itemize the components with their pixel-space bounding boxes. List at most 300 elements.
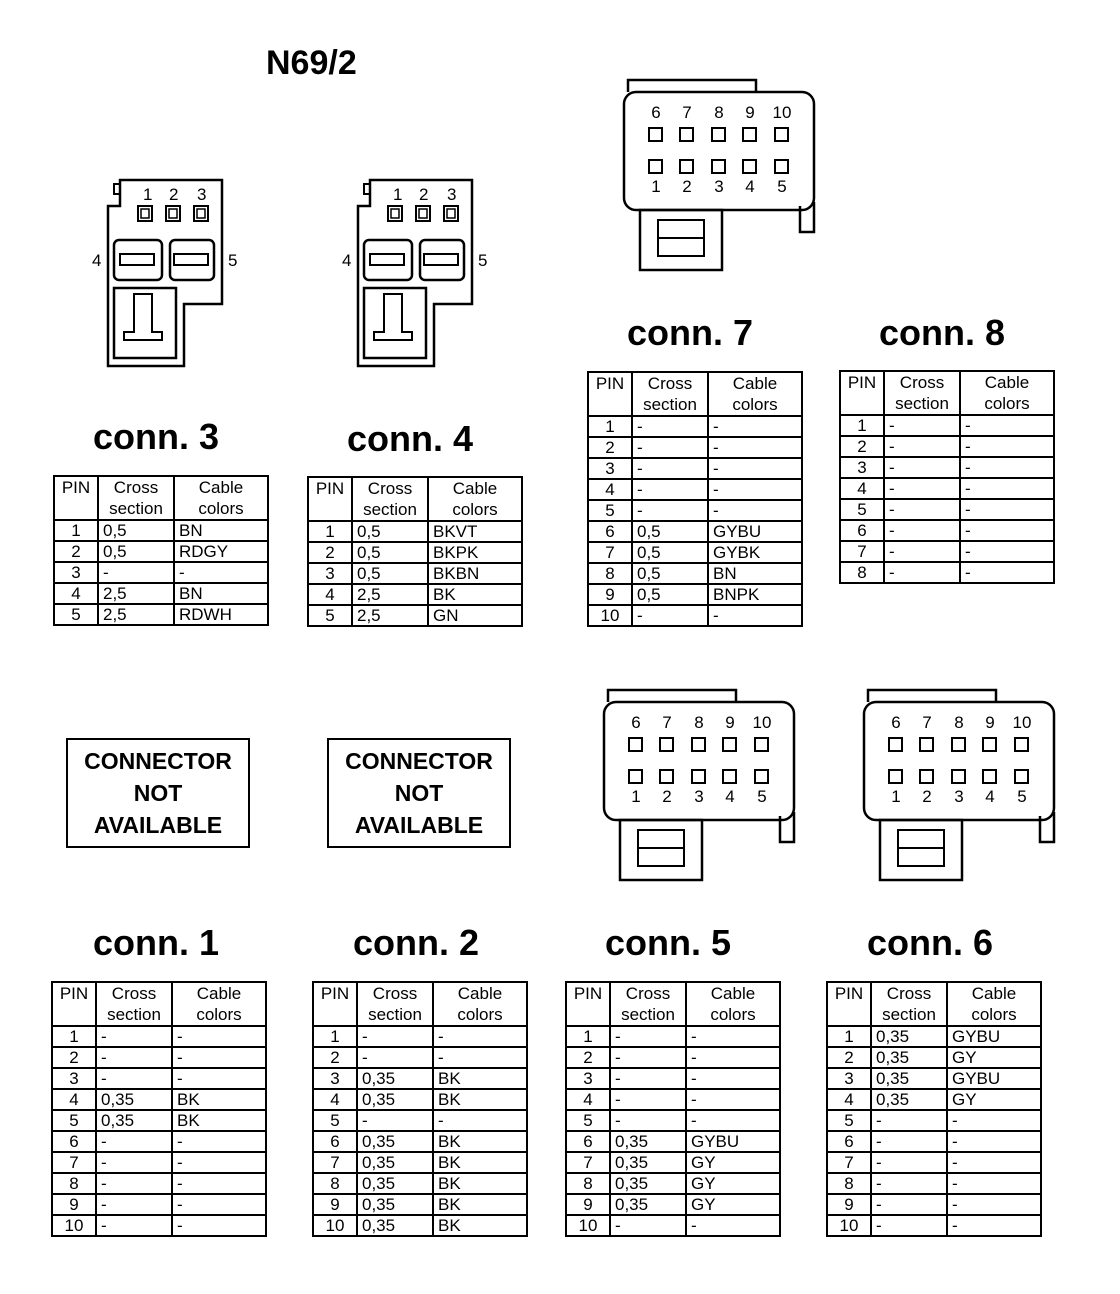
table-row	[827, 1152, 1041, 1173]
pin-number-cell: 5	[840, 499, 884, 520]
cable-color-cell: -	[686, 1089, 780, 1110]
conn-7-pin-table	[587, 371, 803, 627]
pin-socket	[889, 770, 902, 783]
pin-number-cell: 3	[840, 457, 884, 478]
cable-color-cell: BKVT	[428, 521, 522, 542]
na-line: CONNECTOR	[345, 748, 493, 774]
cross-section-cell: 0,5	[352, 563, 428, 584]
cross-section-cell: 0,5	[632, 521, 708, 542]
table-row	[313, 1131, 527, 1152]
cable-color-cell: GY	[686, 1152, 780, 1173]
pin-socket	[952, 738, 965, 751]
pin-label: 7	[682, 103, 692, 122]
cable-colors-header	[708, 372, 802, 416]
cable-colors-header	[686, 982, 780, 1026]
table-row	[313, 1194, 527, 1215]
cable-color-cell: -	[708, 437, 802, 458]
table-row	[588, 521, 802, 542]
cross-section-cell: 2,5	[98, 604, 174, 625]
conn-3-pin-table	[53, 475, 269, 626]
pin-number-cell: 1	[54, 520, 98, 541]
table-row	[840, 415, 1054, 436]
pin-socket	[952, 770, 965, 783]
connector-5-drawing	[600, 686, 800, 886]
table-row	[840, 562, 1054, 583]
pin-label: 4	[92, 251, 102, 270]
table-row	[566, 1047, 780, 1068]
na-line: AVAILABLE	[93, 812, 223, 838]
cable-color-cell: RDWH	[174, 604, 268, 625]
pin-number-cell: 2	[313, 1047, 357, 1068]
pin-number-cell: 3	[52, 1068, 96, 1089]
pin-label: 2	[169, 185, 179, 204]
header-line: colors	[452, 500, 498, 519]
table-row	[588, 584, 802, 605]
cable-colors-header	[428, 477, 522, 521]
na-line: AVAILABLE	[354, 812, 484, 838]
cross-section-cell: 0,5	[632, 542, 708, 563]
table-row	[840, 457, 1054, 478]
pin-socket	[920, 770, 933, 783]
table-row	[840, 541, 1054, 562]
cross-section-cell: -	[610, 1026, 686, 1047]
table-row	[827, 1068, 1041, 1089]
na-line: NOT	[133, 780, 183, 806]
table-row	[308, 521, 522, 542]
header-line: section	[882, 1005, 936, 1024]
connector-6-drawing	[860, 686, 1060, 886]
pin-label: 3	[714, 177, 724, 196]
conn-5-pin-table	[565, 981, 781, 1237]
pin-label: 7	[922, 713, 932, 732]
header-line: Cross	[886, 984, 932, 1003]
table-row	[52, 1068, 266, 1089]
pin-socket	[680, 160, 693, 173]
cable-color-cell: BKPK	[428, 542, 522, 563]
pin-label: 2	[682, 177, 692, 196]
cable-color-cell: -	[172, 1152, 266, 1173]
cross-section-header	[632, 372, 708, 416]
cross-section-cell: -	[871, 1173, 947, 1194]
header-line: Cable	[457, 984, 503, 1003]
cross-section-cell: -	[96, 1173, 172, 1194]
table-header-row	[308, 477, 522, 521]
pin-label: 5	[478, 251, 488, 270]
cable-color-cell: -	[686, 1068, 780, 1089]
pin-number-cell: 3	[308, 563, 352, 584]
table-row	[313, 1068, 527, 1089]
table-header-row	[313, 982, 527, 1026]
header-line: colors	[710, 1005, 756, 1024]
header-line: Cross	[372, 984, 418, 1003]
cross-section-cell: 0,35	[357, 1131, 433, 1152]
cable-color-cell: GYBU	[686, 1131, 780, 1152]
pin-number-cell: 1	[566, 1026, 610, 1047]
pin-number-cell: 1	[827, 1026, 871, 1047]
pin-number-cell: 10	[827, 1215, 871, 1236]
cable-color-cell: -	[960, 478, 1054, 499]
cross-section-cell: 0,35	[610, 1131, 686, 1152]
pin-number-cell: 6	[588, 521, 632, 542]
page-title: N69/2	[266, 44, 357, 82]
pin-number-cell: 10	[566, 1215, 610, 1236]
cable-color-cell: GY	[686, 1194, 780, 1215]
cross-section-cell: 0,5	[632, 563, 708, 584]
header-line: Cable	[198, 478, 244, 497]
cable-color-cell: GYBU	[947, 1026, 1041, 1047]
cross-section-cell: -	[610, 1215, 686, 1236]
cable-color-cell: -	[947, 1152, 1041, 1173]
table-row	[52, 1110, 266, 1131]
pin-socket	[629, 770, 642, 783]
cable-color-cell: GY	[947, 1047, 1041, 1068]
pin-label: 1	[393, 185, 403, 204]
cross-section-cell: 0,5	[352, 542, 428, 563]
pin-label: 1	[651, 177, 661, 196]
cross-section-cell: -	[871, 1152, 947, 1173]
cable-color-cell: BN	[708, 563, 802, 584]
pin-number-cell: 8	[827, 1173, 871, 1194]
pin-header: PIN	[566, 982, 610, 1026]
pin-number-cell: 4	[566, 1089, 610, 1110]
pin-label: 4	[745, 177, 755, 196]
header-line: section	[363, 500, 417, 519]
table-row	[566, 1068, 780, 1089]
pin-number-cell: 4	[308, 584, 352, 605]
cross-section-cell: 0,5	[352, 521, 428, 542]
pin-number-cell: 5	[308, 605, 352, 626]
table-row	[827, 1047, 1041, 1068]
table-row	[308, 584, 522, 605]
pin-number-cell: 3	[566, 1068, 610, 1089]
pin-number-cell: 1	[840, 415, 884, 436]
pin-number-cell: 5	[588, 500, 632, 521]
pin-label: 6	[651, 103, 661, 122]
cable-color-cell: BK	[428, 584, 522, 605]
cable-color-cell: BN	[174, 583, 268, 604]
table-row	[313, 1110, 527, 1131]
table-row	[588, 605, 802, 626]
cross-section-cell: -	[610, 1068, 686, 1089]
cable-color-cell: GYBU	[947, 1068, 1041, 1089]
table-row	[308, 605, 522, 626]
header-line: section	[107, 1005, 161, 1024]
cable-color-cell: -	[960, 499, 1054, 520]
pin-number-cell: 1	[308, 521, 352, 542]
pin-number-cell: 4	[52, 1089, 96, 1110]
pin-number-cell: 2	[308, 542, 352, 563]
pin-number-cell: 6	[52, 1131, 96, 1152]
pin-label: 6	[891, 713, 901, 732]
cable-color-cell: -	[172, 1026, 266, 1047]
conn-4-title: conn. 4	[346, 418, 474, 459]
header-line: Cable	[732, 374, 778, 393]
cross-section-cell: -	[871, 1215, 947, 1236]
cross-section-cell: -	[632, 479, 708, 500]
cable-color-cell: -	[172, 1194, 266, 1215]
cross-section-cell: -	[357, 1026, 433, 1047]
table-row	[52, 1089, 266, 1110]
header-line: Cable	[984, 373, 1030, 392]
pin-label: 7	[662, 713, 672, 732]
cable-color-cell: BK	[433, 1068, 527, 1089]
pin-socket	[692, 770, 705, 783]
pin-label: 3	[694, 787, 704, 806]
cable-colors-header	[433, 982, 527, 1026]
pin-socket	[755, 738, 768, 751]
header-line: colors	[984, 394, 1030, 413]
cable-color-cell: BN	[174, 520, 268, 541]
cable-color-cell: -	[960, 541, 1054, 562]
cross-section-cell: -	[632, 458, 708, 479]
pin-number-cell: 7	[827, 1152, 871, 1173]
pin-label: 3	[447, 185, 457, 204]
pin-number-cell: 8	[840, 562, 884, 583]
header-line: section	[109, 499, 163, 518]
cross-section-cell: -	[610, 1110, 686, 1131]
table-row	[566, 1194, 780, 1215]
cable-color-cell: BK	[433, 1194, 527, 1215]
cross-section-cell: -	[884, 541, 960, 562]
pin-socket	[755, 770, 768, 783]
conn-4-pin-table	[307, 476, 523, 627]
header-line: section	[621, 1005, 675, 1024]
cross-section-cell: -	[357, 1110, 433, 1131]
table-row	[827, 1089, 1041, 1110]
cross-section-cell: -	[96, 1194, 172, 1215]
pin-label: 9	[725, 713, 735, 732]
pin-number-cell: 3	[313, 1068, 357, 1089]
pin-label: 5	[1017, 787, 1027, 806]
cable-color-cell: BK	[433, 1215, 527, 1236]
cross-section-cell: -	[871, 1110, 947, 1131]
table-row	[588, 458, 802, 479]
cable-color-cell: -	[172, 1047, 266, 1068]
pin-number-cell: 2	[588, 437, 632, 458]
pin-label: 3	[954, 787, 964, 806]
connector-3-drawing	[86, 176, 256, 371]
pin-socket	[983, 738, 996, 751]
cable-color-cell: -	[174, 562, 268, 583]
table-row	[313, 1089, 527, 1110]
cross-section-cell: 0,35	[871, 1026, 947, 1047]
pin-socket	[983, 770, 996, 783]
conn-1-pin-table	[51, 981, 267, 1237]
table-row	[52, 1026, 266, 1047]
cross-section-cell: -	[632, 605, 708, 626]
table-row	[827, 1194, 1041, 1215]
cross-section-cell: -	[884, 478, 960, 499]
table-row	[588, 416, 802, 437]
cable-color-cell: GN	[428, 605, 522, 626]
pin-header: PIN	[840, 371, 884, 415]
cable-color-cell: -	[947, 1215, 1041, 1236]
pin-socket	[920, 738, 933, 751]
cable-color-cell: -	[433, 1110, 527, 1131]
cable-color-cell: -	[947, 1131, 1041, 1152]
table-header-row	[840, 371, 1054, 415]
pin-number-cell: 3	[827, 1068, 871, 1089]
table-row	[308, 563, 522, 584]
pin-number-cell: 2	[827, 1047, 871, 1068]
cable-color-cell: BKBN	[428, 563, 522, 584]
pin-number-cell: 1	[313, 1026, 357, 1047]
cross-section-cell: -	[632, 437, 708, 458]
table-row	[54, 520, 268, 541]
pin-number-cell: 10	[52, 1215, 96, 1236]
pin-label: 8	[714, 103, 724, 122]
cross-section-header	[884, 371, 960, 415]
pin-label: 5	[757, 787, 767, 806]
cross-section-cell: 0,5	[632, 584, 708, 605]
header-line: Cross	[899, 373, 945, 392]
conn-2-pin-table	[312, 981, 528, 1237]
cable-color-cell: -	[960, 562, 1054, 583]
pin-socket	[660, 770, 673, 783]
table-row	[588, 500, 802, 521]
table-row	[827, 1110, 1041, 1131]
pin-socket	[775, 160, 788, 173]
cross-section-cell: 0,35	[357, 1173, 433, 1194]
cable-color-cell: -	[708, 458, 802, 479]
pin-label: 1	[891, 787, 901, 806]
table-row	[566, 1110, 780, 1131]
pin-number-cell: 9	[52, 1194, 96, 1215]
cross-section-cell: 0,35	[96, 1110, 172, 1131]
cable-color-cell: -	[960, 436, 1054, 457]
pin-number-cell: 7	[840, 541, 884, 562]
cable-color-cell: -	[708, 500, 802, 521]
cross-section-cell: -	[610, 1047, 686, 1068]
cable-color-cell: -	[433, 1047, 527, 1068]
table-row	[566, 1173, 780, 1194]
pin-number-cell: 6	[566, 1131, 610, 1152]
pin-number-cell: 5	[54, 604, 98, 625]
connector-not-available-box	[327, 738, 511, 848]
pin-number-cell: 10	[313, 1215, 357, 1236]
cable-color-cell: -	[960, 415, 1054, 436]
cable-color-cell: -	[686, 1110, 780, 1131]
pin-number-cell: 1	[588, 416, 632, 437]
connector-4-drawing	[336, 176, 506, 371]
cross-section-cell: 2,5	[352, 584, 428, 605]
table-row	[566, 1026, 780, 1047]
table-row	[827, 1173, 1041, 1194]
pin-number-cell: 9	[313, 1194, 357, 1215]
table-row	[313, 1152, 527, 1173]
cross-section-cell: -	[357, 1047, 433, 1068]
cable-color-cell: GYBU	[708, 521, 802, 542]
pin-label: 2	[419, 185, 429, 204]
header-line: colors	[196, 1005, 242, 1024]
header-line: colors	[198, 499, 244, 518]
table-row	[52, 1215, 266, 1236]
cable-color-cell: GY	[686, 1173, 780, 1194]
cable-color-cell: -	[686, 1215, 780, 1236]
pin-label: 10	[752, 713, 772, 732]
pin-number-cell: 4	[840, 478, 884, 499]
na-line: CONNECTOR	[84, 748, 232, 774]
pin-number-cell: 6	[827, 1131, 871, 1152]
cross-section-cell: 0,5	[98, 520, 174, 541]
cross-section-cell: -	[871, 1194, 947, 1215]
pin-socket	[743, 128, 756, 141]
cross-section-cell: -	[871, 1131, 947, 1152]
pin-number-cell: 4	[54, 583, 98, 604]
conn-6-title: conn. 6	[866, 922, 994, 963]
header-line: Cable	[196, 984, 242, 1003]
cross-section-header	[871, 982, 947, 1026]
cable-color-cell: BK	[172, 1089, 266, 1110]
table-row	[313, 1047, 527, 1068]
pin-number-cell: 5	[313, 1110, 357, 1131]
pin-number-cell: 4	[827, 1089, 871, 1110]
table-header-row	[52, 982, 266, 1026]
pin-socket	[712, 160, 725, 173]
conn-8-pin-table	[839, 370, 1055, 584]
header-line: colors	[457, 1005, 503, 1024]
pin-number-cell: 6	[840, 520, 884, 541]
pin-socket	[649, 128, 662, 141]
cable-color-cell: -	[172, 1068, 266, 1089]
pin-socket	[712, 128, 725, 141]
pin-label: 4	[985, 787, 995, 806]
pin-label: 2	[662, 787, 672, 806]
table-row	[52, 1173, 266, 1194]
pin-number-cell: 10	[588, 605, 632, 626]
connector-not-available-box	[66, 738, 250, 848]
cross-section-cell: 0,35	[357, 1089, 433, 1110]
cross-section-cell: -	[96, 1152, 172, 1173]
pin-label: 4	[342, 251, 352, 270]
pin-label: 10	[1012, 713, 1032, 732]
header-line: section	[368, 1005, 422, 1024]
cross-section-cell: 0,35	[357, 1068, 433, 1089]
table-row	[313, 1026, 527, 1047]
table-row	[308, 542, 522, 563]
table-row	[52, 1194, 266, 1215]
header-line: Cable	[452, 479, 498, 498]
pin-header: PIN	[313, 982, 357, 1026]
na-line: NOT	[394, 780, 444, 806]
cable-color-cell: -	[686, 1047, 780, 1068]
table-row	[566, 1215, 780, 1236]
conn-2-title: conn. 2	[352, 922, 480, 963]
table-row	[840, 478, 1054, 499]
cross-section-header	[357, 982, 433, 1026]
pin-number-cell: 5	[52, 1110, 96, 1131]
pin-socket	[692, 738, 705, 751]
pin-label: 5	[228, 251, 238, 270]
cable-color-cell: -	[947, 1173, 1041, 1194]
pin-number-cell: 7	[52, 1152, 96, 1173]
table-row	[840, 499, 1054, 520]
pin-label: 8	[954, 713, 964, 732]
pin-number-cell: 6	[313, 1131, 357, 1152]
cross-section-header	[98, 476, 174, 520]
pin-socket	[649, 160, 662, 173]
table-header-row	[827, 982, 1041, 1026]
cross-section-cell: -	[96, 1068, 172, 1089]
cable-colors-header	[172, 982, 266, 1026]
pin-number-cell: 8	[588, 563, 632, 584]
table-row	[313, 1173, 527, 1194]
cable-colors-header	[960, 371, 1054, 415]
table-row	[827, 1026, 1041, 1047]
table-row	[827, 1215, 1041, 1236]
table-row	[54, 562, 268, 583]
cable-color-cell: -	[686, 1026, 780, 1047]
